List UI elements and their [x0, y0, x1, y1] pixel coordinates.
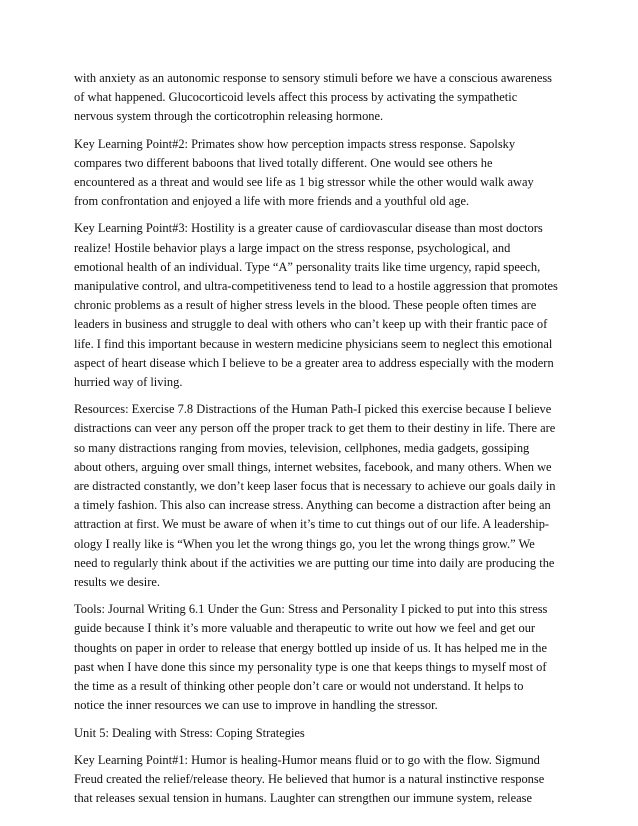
- text-line: attraction at first. We must be aware of when it’s time to cut things out of our life. A leadership-: [74, 517, 550, 532]
- paragraph: [74, 135, 574, 212]
- text-line: with anxiety as an autonomic response to sensory stimuli before we have a conscious awareness: [74, 71, 553, 85]
- text-line: of what happened. Glucocorticoid levels affect this process by activating the sympathetic: [74, 90, 518, 105]
- text-line: distractions can veer any person off the proper track to get them to their destiny in life. There are: [74, 421, 556, 436]
- text-line: aspect of heart disease which I believe to be a greater area to address especially with the modern: [74, 355, 554, 370]
- text-line: guide because I think it’s more valuable and therapeutic to write out how we feel and get our: [74, 621, 536, 636]
- text-line: Key Learning Point#2: Primates show how perception impacts stress response. Sapolsky: [74, 136, 516, 151]
- text-line: manipulative control, and ultra-competitiveness tend to lead to a hostile aggression that promotes: [74, 279, 558, 294]
- text-line: emotional health of an individual. Type “A” personality traits like time urgency, rapid speech,: [74, 259, 541, 274]
- text-line: Key Learning Point#3: Hostility is a greater cause of cardiovascular disease than most doctors: [74, 221, 543, 236]
- paragraph: [74, 751, 574, 809]
- paragraph: [74, 724, 574, 743]
- text-line: past when I have done this since my personality type is one that keeps things to myself most of: [74, 659, 547, 674]
- text-line: results we desire.: [74, 575, 160, 590]
- text-line: the time as a result of thinking other people don’t care or would not understand. It helps to: [74, 679, 524, 694]
- document-body: [74, 69, 574, 816]
- text-line: Tools: Journal Writing 6.1 Under the Gun: Stress and Personality I picked to put into this stress: [74, 602, 548, 617]
- paragraph: [74, 69, 574, 127]
- text-line: compares two different baboons that lived totally different. One would see others he: [74, 155, 493, 170]
- text-line: a timely fashion. This also can increase stress. Anything can become a distraction after being an: [74, 498, 551, 513]
- text-line: Resources: Exercise 7.8 Distractions of the Human Path-I picked this exercise because I believe: [74, 402, 552, 417]
- text-line: thoughts on paper in order to release that energy bottled up inside of us. It has helped me in the: [74, 640, 547, 655]
- text-line: nervous system through the corticotrophin releasing hormone.: [74, 109, 384, 124]
- paragraph: [74, 400, 574, 592]
- text-line: ology I really like is “When you let the wrong things go, you let the wrong things grow.” We: [74, 536, 535, 551]
- text-line: notice the inner resources we can use to improve in handling the stressor.: [74, 698, 438, 713]
- text-line: life. I find this important because in western medicine physicians seem to neglect this emotional: [74, 336, 553, 351]
- text-line: are distracted constantly, we don’t keep laser focus that is necessary to achieve our goals daily in: [74, 479, 556, 494]
- text-line: leaders in business and struggle to deal with others who can’t keep up with their frantic pace of: [74, 317, 548, 332]
- text-line: chronic problems as a result of higher stress levels in the blood. These people often times are: [74, 298, 537, 313]
- text-line: encountered as a threat and would see life as 1 big stressor while the other would walk away: [74, 175, 534, 190]
- text-line: hurried way of living.: [74, 375, 183, 390]
- text-line: Unit 5: Dealing with Stress: Coping Strategies: [74, 725, 305, 740]
- paragraph: [74, 219, 574, 392]
- text-line: from confrontation and enjoyed a life with more friends and a youthful old age.: [74, 194, 470, 209]
- text-line: realize! Hostile behavior plays a large impact on the stress response, psychological, and: [74, 240, 511, 255]
- text-line: Key Learning Point#1: Humor is healing-Humor means fluid or to go with the flow. Sigmund: [74, 752, 540, 767]
- text-line: need to regularly think about if the activities we are putting our time into daily are producing the: [74, 555, 555, 570]
- text-line: that releases sexual tension in humans. Laughter can strengthen our immune system, release: [74, 791, 532, 806]
- text-line: so many distractions ranging from movies, television, cellphones, media gadgets, gossiping: [74, 440, 530, 455]
- text-line: Freud created the relief/release theory. He believed that humor is a natural instinctive response: [74, 771, 545, 786]
- text-line: about others, arguing over small things, internet websites, facebook, and many others. When we: [74, 459, 552, 474]
- paragraph: [74, 600, 574, 715]
